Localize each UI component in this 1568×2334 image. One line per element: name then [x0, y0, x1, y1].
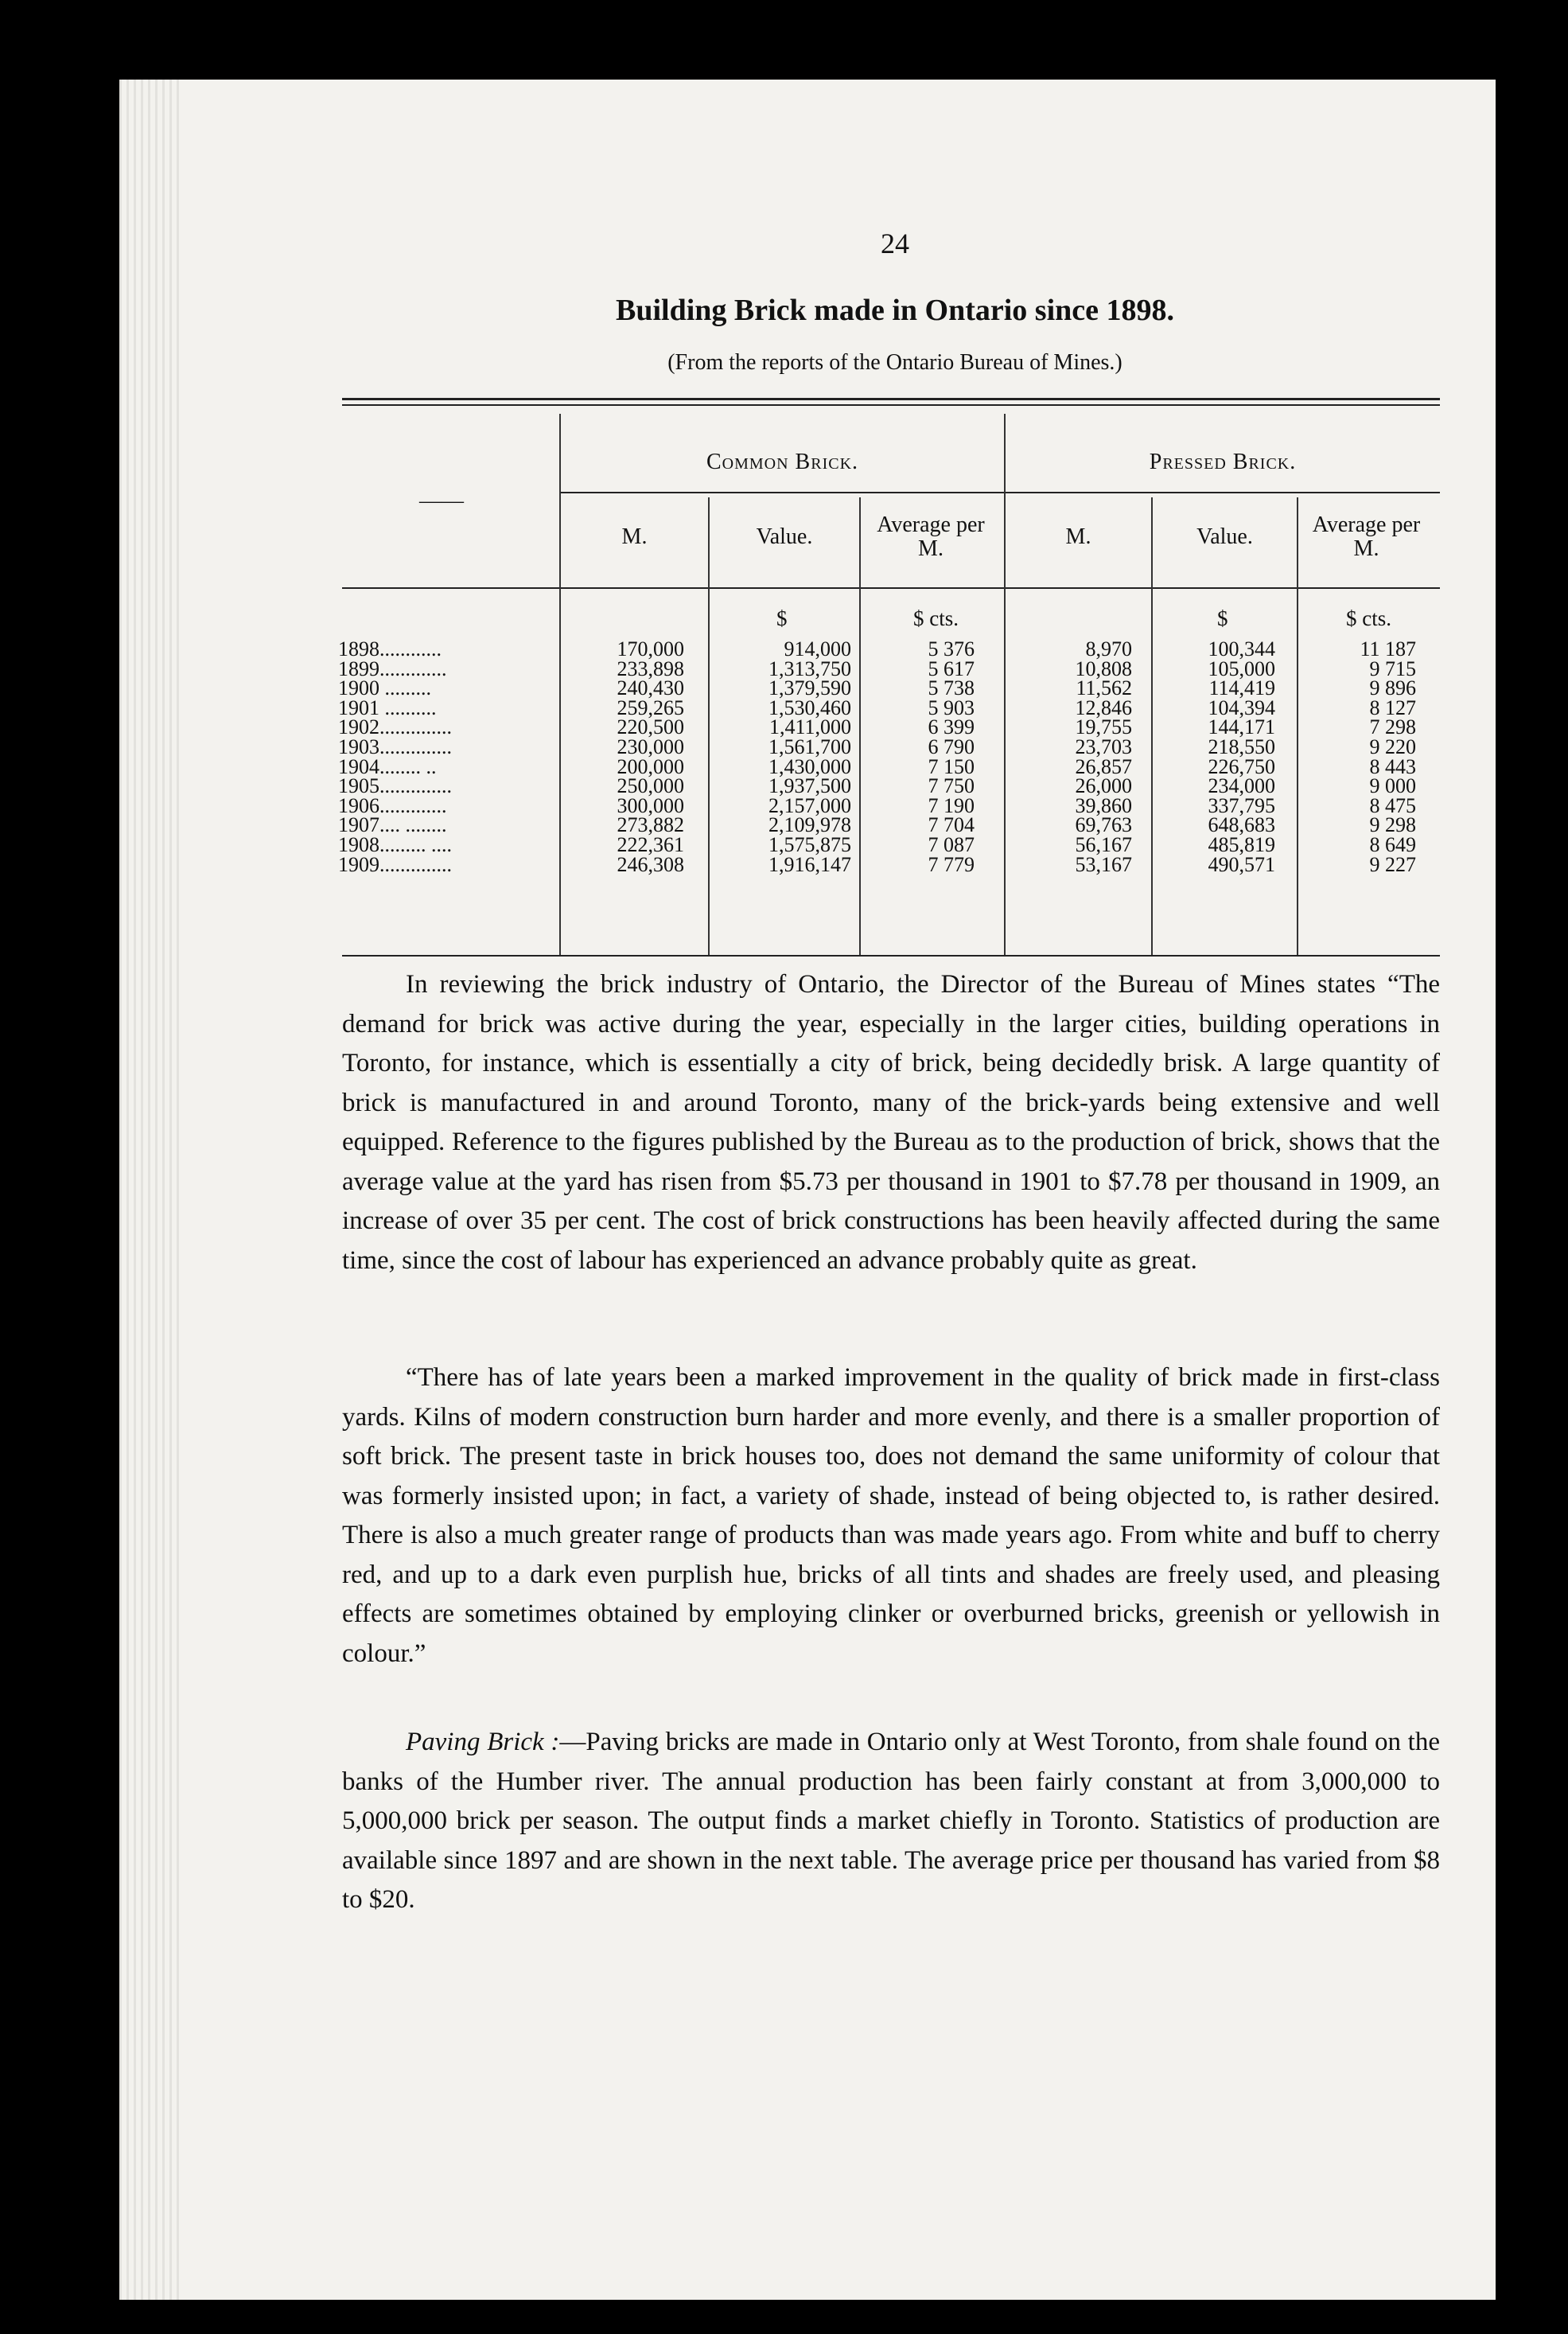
paving-brick-text: —Paving bricks are made in Ontario only at West Toronto, from shale found on the banks of the Humber river. The annual production has been fairly constant at from 3,000,000 to 5,000,000 brick per season. The output finds a market chiefly in Toronto. Statistics of production are available since 1897 and are shown in the next table. The average price per thousand has varied from $8 to $20. [342, 1728, 1440, 1914]
paragraph-quality-improvement: “There has of late years been a marked improvement in the quality of brick made in first-class yards. Kilns of modern construction burn harder and more evenly, and there is a smaller proportion of soft brick. The present taste in brick houses too, does not demand the same uniformity of colour that was formerly insisted upon; in fact, a variety of shade, instead of being objected to, is rather desired. There is also a much greater range of products than was made years ago. From white and buff to cherry red, and up to a dark even purplish hue, bricks of all tints and shades are freely used, and pleasing effects are sometimes obtained by employing clinker or overburned bricks, greenish or yellowish in colour.” [342, 1363, 1440, 1668]
table-cell: 9 896 [1369, 676, 1416, 700]
table-cell: 233,898 [617, 657, 684, 680]
table-cell-year: 1902.............. [338, 715, 452, 739]
table-cell: 226,750 [1208, 754, 1275, 778]
table-cell: 259,265 [617, 696, 684, 719]
table-cell: 1,313,750 [768, 657, 851, 680]
table-cell: 56,167 [1075, 832, 1132, 856]
table-cell-year: 1901 .......... [338, 696, 437, 719]
table-cell: 144,171 [1208, 715, 1275, 739]
pressed-brick-header: Pressed Brick. [1149, 450, 1297, 474]
group-header-rule [561, 492, 1440, 493]
table-cell-year: 1898............ [338, 637, 442, 660]
table-cell: 11,562 [1076, 676, 1132, 700]
paving-brick-heading: Paving Brick : [406, 1728, 560, 1756]
common-brick-header: Common Brick. [706, 450, 859, 474]
table-cell: 7 704 [928, 813, 975, 837]
table-cell: 8 475 [1369, 793, 1416, 817]
table-cell: 8,970 [1085, 637, 1132, 660]
common-value-unit: $ [776, 606, 788, 630]
table-cell: 1,430,000 [768, 754, 851, 778]
table-cell: 250,000 [617, 774, 684, 798]
table-cell: 12,846 [1075, 696, 1132, 719]
table-bottom-rule [342, 955, 1440, 957]
table-cell: 2,109,978 [768, 813, 851, 837]
table-cell: 230,000 [617, 734, 684, 758]
table-divider [859, 497, 861, 955]
common-average-header: Average per M. [877, 512, 985, 561]
pressed-value-column [1158, 637, 1275, 876]
table-cell: 7 190 [928, 793, 975, 817]
page-number: 24 [881, 228, 909, 259]
table-cell: 1,937,500 [768, 774, 851, 798]
pressed-m-column [1014, 637, 1132, 876]
table-cell: 9 000 [1369, 774, 1416, 798]
pressed-average-unit: $ cts. [1346, 606, 1391, 630]
table-cell: 104,394 [1208, 696, 1275, 719]
table-cell: 9 298 [1369, 813, 1416, 837]
table-cell: 26,857 [1075, 754, 1132, 778]
table-cell-year: 1906............. [338, 793, 447, 817]
common-value-column [716, 637, 851, 876]
column-header-rule [342, 587, 1440, 589]
table-cell: 11 187 [1360, 637, 1416, 660]
table-cell: 246,308 [617, 852, 684, 876]
table-cell: 1,561,700 [768, 734, 851, 758]
table-cell-year: 1908......... .... [338, 832, 452, 856]
table-cell: 5 903 [928, 696, 975, 719]
paragraph-paving-brick [342, 1723, 1440, 1920]
table-cell: 170,000 [617, 637, 684, 660]
body-text [342, 1723, 1440, 1920]
common-m-header: M. [621, 524, 648, 549]
pressed-value-header: Value. [1196, 524, 1253, 549]
table-cell: 8 127 [1369, 696, 1416, 719]
page-edge-strip [119, 80, 183, 2300]
table-cell: 69,763 [1075, 813, 1132, 837]
table-cell-year: 1907.... ........ [338, 813, 447, 837]
table-cell: 9 220 [1369, 734, 1416, 758]
pressed-average-column [1305, 637, 1416, 876]
table-cell: 9 715 [1369, 657, 1416, 680]
table-cell: 8 649 [1369, 832, 1416, 856]
table-cell-year: 1904........ .. [338, 754, 437, 778]
table-cell: 5 376 [928, 637, 975, 660]
common-value-header: Value. [756, 524, 813, 549]
table-cell: 240,430 [617, 676, 684, 700]
table-cell: 220,500 [617, 715, 684, 739]
table-divider [1004, 414, 1006, 955]
table-cell: 337,795 [1208, 793, 1275, 817]
year-column [338, 637, 553, 876]
table-cell: 26,000 [1075, 774, 1132, 798]
table-divider [1297, 497, 1298, 955]
table-cell: 105,000 [1208, 657, 1275, 680]
table-divider [708, 497, 710, 955]
body-text [342, 965, 1440, 1280]
common-average-unit: $ cts. [913, 606, 959, 630]
table-cell-year: 1900 ......... [338, 676, 431, 700]
table-cell: 19,755 [1075, 715, 1132, 739]
table-cell: 7 779 [928, 852, 975, 876]
table-cell: 10,808 [1075, 657, 1132, 680]
table-cell: 1,530,460 [768, 696, 851, 719]
pressed-m-header: M. [1065, 524, 1091, 549]
table-cell: 39,860 [1075, 793, 1132, 817]
stub-header: —— [419, 489, 464, 513]
table-cell: 1,575,875 [768, 832, 851, 856]
table-cell: 234,000 [1208, 774, 1275, 798]
table-cell: 9 227 [1369, 852, 1416, 876]
table-cell: 2,157,000 [768, 793, 851, 817]
table-cell: 7 150 [928, 754, 975, 778]
table-cell: 914,000 [784, 637, 851, 660]
table-cell: 490,571 [1208, 852, 1275, 876]
table-cell: 1,379,590 [768, 676, 851, 700]
table-cell: 200,000 [617, 754, 684, 778]
table-cell: 7 750 [928, 774, 975, 798]
table-cell: 53,167 [1075, 852, 1132, 876]
common-m-column [569, 637, 684, 876]
table-cell-year: 1909.............. [338, 852, 452, 876]
table-cell: 8 443 [1369, 754, 1416, 778]
table-cell: 100,344 [1208, 637, 1275, 660]
table-cell-year: 1905.............. [338, 774, 452, 798]
table-cell-year: 1899............. [338, 657, 447, 680]
table-cell: 300,000 [617, 793, 684, 817]
table-cell: 273,882 [617, 813, 684, 837]
common-average-column [875, 637, 975, 876]
table-cell: 114,419 [1208, 676, 1275, 700]
table-divider [1151, 497, 1153, 955]
table-cell-year: 1903.............. [338, 734, 452, 758]
pressed-average-header: Average per M. [1312, 512, 1421, 561]
table-cell: 23,703 [1075, 734, 1132, 758]
pressed-value-unit: $ [1217, 606, 1228, 630]
table-top-rule [342, 398, 1440, 400]
table-cell: 222,361 [617, 832, 684, 856]
table-cell: 5 738 [928, 676, 975, 700]
table-cell: 1,411,000 [768, 715, 851, 739]
paragraph-brick-industry: In reviewing the brick industry of Ontario, the Director of the Bureau of Mines states “The demand for brick was active during the year, especially in the larger cities, building operations in Toronto, for instance, which is essentially a city of brick, being decidedly brisk. A large quantity of brick is manufactured in and around Toronto, many of the brick-yards being extensive and well equipped. Reference to the figures published by the Bureau as to the production of brick, shows that the average value at the yard has risen from $5.73 per thousand in 1901 to $7.78 per thousand in 1909, an increase of over 35 per cent. The cost of brick constructions has been heavily affected during the same time, since the cost of labour has experienced an advance probably quite as great. [342, 970, 1440, 1275]
body-text [342, 1358, 1440, 1674]
table-cell: 6 399 [928, 715, 975, 739]
table-cell: 218,550 [1208, 734, 1275, 758]
table-cell: 7 298 [1369, 715, 1416, 739]
table-cell: 6 790 [928, 734, 975, 758]
table-divider [559, 414, 561, 955]
table-cell: 1,916,147 [768, 852, 851, 876]
table-cell: 5 617 [928, 657, 975, 680]
table-cell: 485,819 [1208, 832, 1275, 856]
table-cell: 648,683 [1208, 813, 1275, 837]
page-title: Building Brick made in Ontario since 1898. [615, 294, 1175, 327]
table-cell: 7 087 [928, 832, 975, 856]
page-subtitle: (From the reports of the Ontario Bureau of Mines.) [667, 350, 1123, 375]
table-top-rule-2 [342, 404, 1440, 406]
